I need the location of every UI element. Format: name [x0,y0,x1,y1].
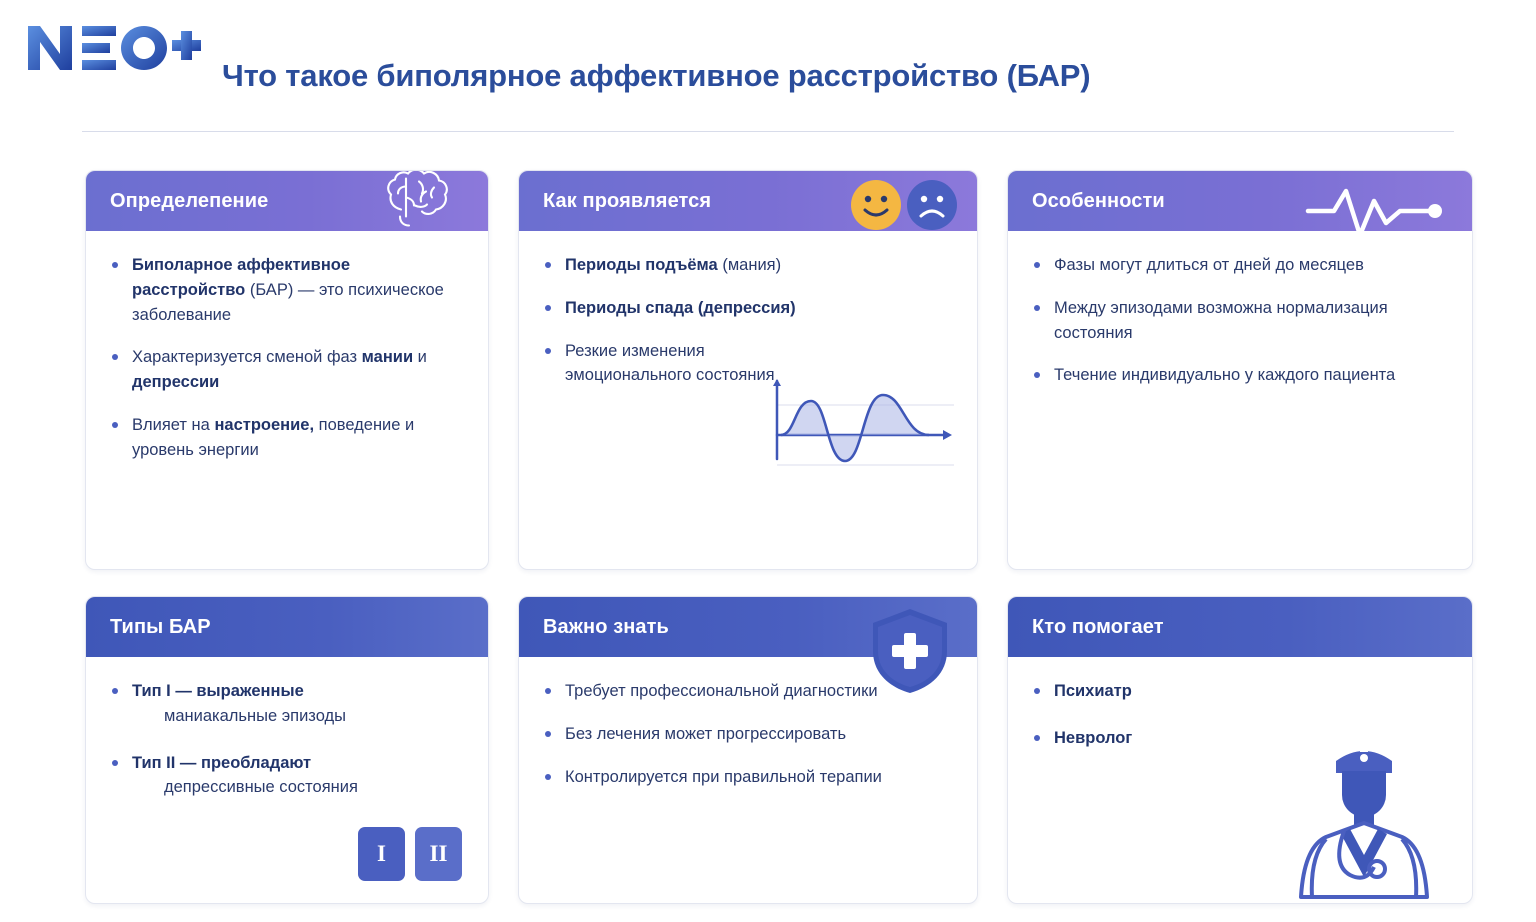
card-types-body [86,657,488,903]
list-item [1032,363,1448,388]
mood-wave-chart [769,373,959,473]
card-definition-title: Определепение [110,189,269,212]
card-manifestation-title: Как проявляется [543,189,712,212]
card-types [85,596,489,904]
bullet-plain: Резкие изменения эмоционального состояния [565,341,775,385]
list-item [1032,679,1448,704]
list-item [110,751,464,801]
bullet-plain: Между эпизодами возможна нормализация состояния [1054,298,1388,342]
card-features [1007,170,1473,570]
bullet-plain: Без лечения может прогрессировать [565,724,847,743]
list-item [543,296,953,321]
card-definition-header [86,171,488,231]
bullet-plain: Течение индивидуально у каждого пациента [1054,366,1396,385]
features-bullet-list [1032,253,1448,388]
card-types-header [86,597,488,657]
card-important-header [519,597,977,657]
bullet-rest: поведение и уровень энергии [132,415,415,459]
card-types-title: Типы БАР [110,615,211,638]
bullet-mid: и [413,348,427,367]
bullet-strong: Психиатр [1054,682,1132,700]
bullet-rest: (БАР) — это психическое заболевание [132,280,444,324]
bullet-strong: Биполарное аффективное расстройство [132,256,351,299]
badge-type-2: II [415,827,462,881]
roman-numerals-icon [358,827,462,881]
list-item [543,765,953,790]
bullet-indent: маниакальные эпизоды [164,706,346,725]
card-who-helps-body [1008,657,1472,903]
card-who-helps-header [1008,597,1472,657]
bullet-strong: настроение, [214,415,315,434]
manifestation-bullet-list [543,253,953,388]
card-definition-body [86,231,488,569]
list-item [543,679,953,704]
bullet-plain: Фазы могут длиться от дней до месяцев [1054,256,1364,274]
bullet-plain: Контролируется при правильной терапии [565,767,882,786]
mood-faces-icon [849,179,959,231]
page-title: Что такое биполярное аффективное расстройство (БАР) [222,58,1091,93]
list-item [110,413,464,463]
bullet-pre: Характеризуется сменой фаз [132,348,362,367]
list-item [110,679,464,729]
bullet-rest: (мания) [717,256,782,274]
list-item [543,722,953,747]
bullet-pre: Влияет на [132,415,215,434]
doctor-icon [1284,727,1444,895]
header-divider [82,131,1454,132]
bullet-strong: Невролог [1054,728,1133,747]
list-item [110,253,464,327]
card-important-body [519,657,977,903]
card-manifestation-header [519,171,977,231]
bullet-indent: депрессивные состояния [164,778,358,797]
list-item [1032,296,1448,346]
brain-icon [374,170,474,233]
card-features-header [1008,171,1472,231]
card-who-helps-title: Кто помогает [1032,615,1164,638]
bullet-strong: Тип II — преобладают [132,753,312,772]
bullet-strong: Периоды подъёма [565,256,718,274]
important-bullet-list [543,679,953,789]
card-who-helps [1007,596,1473,904]
card-definition [85,170,489,570]
card-manifestation [518,170,978,570]
cards-grid [85,170,1457,904]
bullet-strong-2: депрессии [132,373,220,391]
list-item [543,339,790,389]
bullet-plain: Требует профессиональной диагностики [565,682,878,700]
card-important-title: Важно знать [543,615,669,638]
types-bullet-list [110,679,464,800]
card-manifestation-body [519,231,977,569]
bullet-strong: Тип I — выраженные [132,682,304,700]
badge-type-1: I [358,827,405,881]
list-item [1032,253,1448,278]
bullet-strong: Периоды спада (депрессия) [565,298,796,317]
bullet-strong: мании [361,348,414,367]
card-important [518,596,978,904]
list-item [543,253,953,278]
card-features-title: Особенности [1032,189,1165,212]
list-item [110,345,464,395]
card-features-body [1008,231,1472,569]
definition-bullet-list [110,253,464,462]
neo-plus-logo [26,20,201,76]
